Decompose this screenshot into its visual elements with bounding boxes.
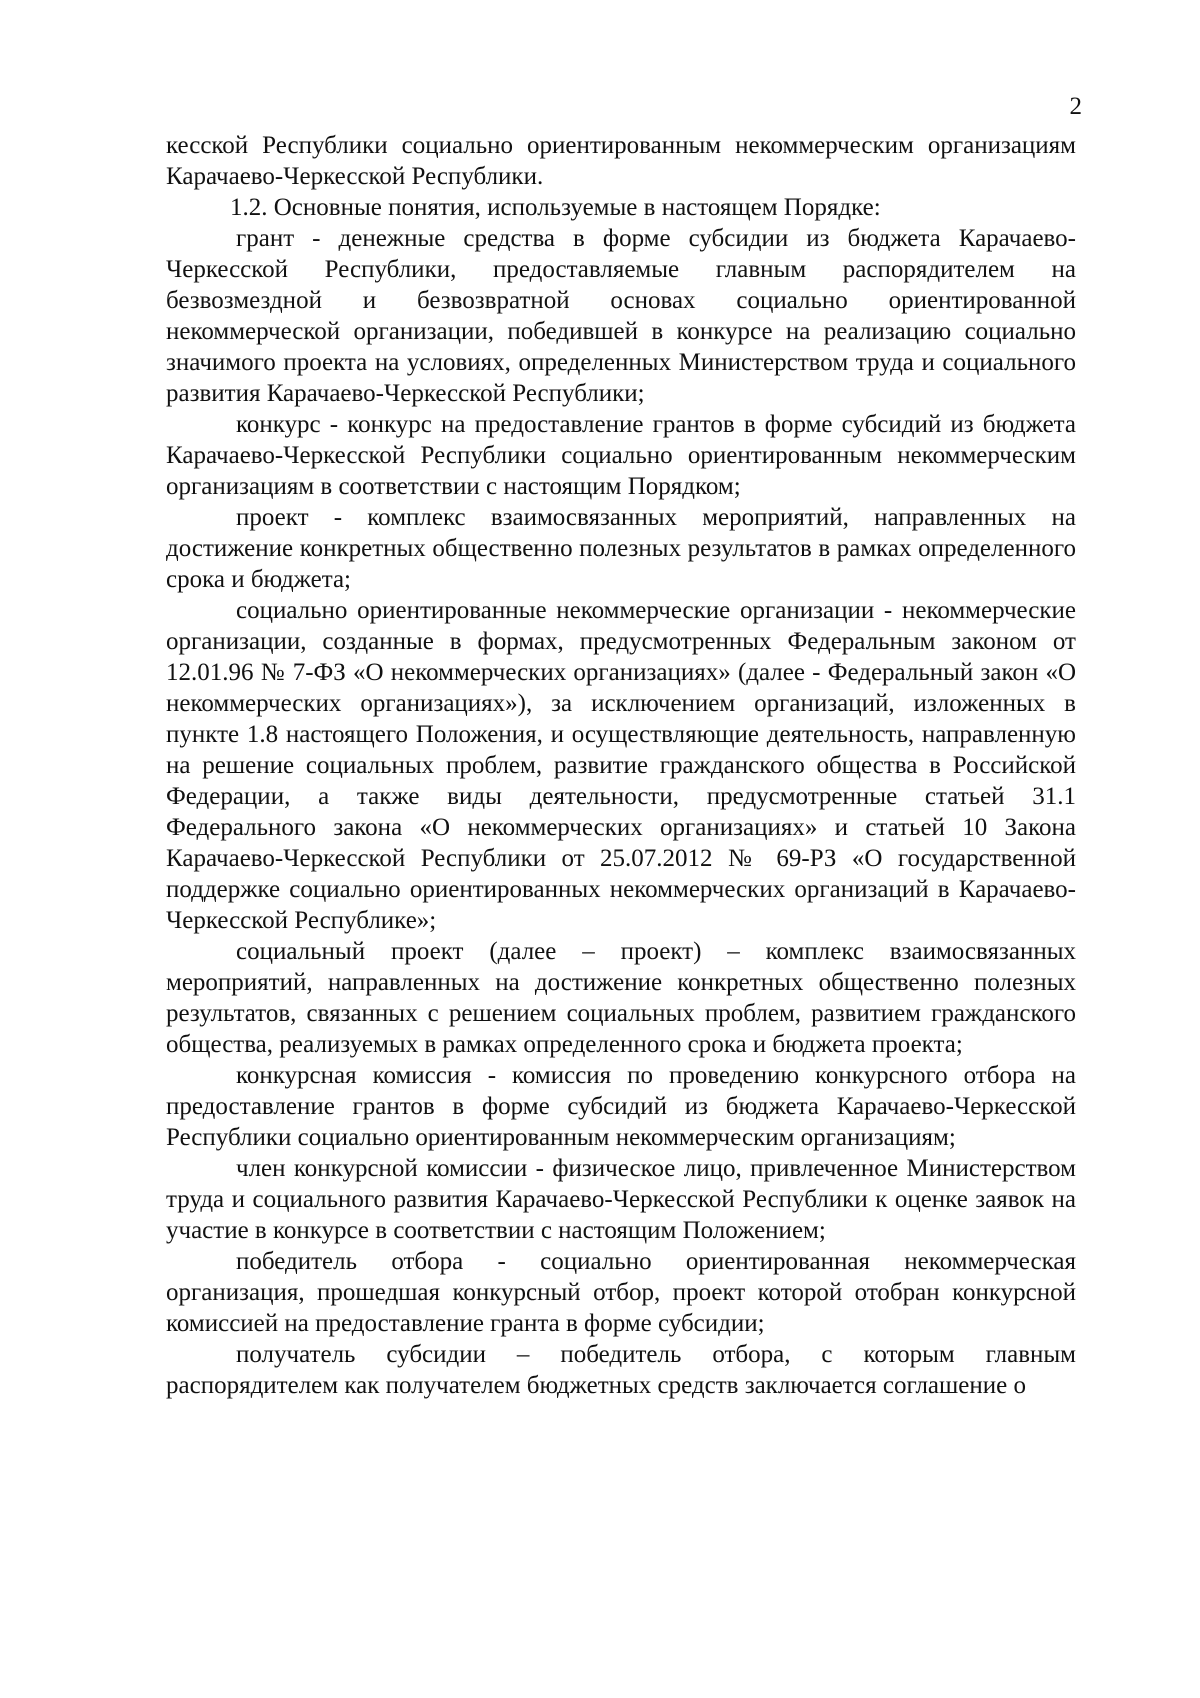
paragraph-definition-grant: грант - денежные средства в форме субсидии из бюджета Карачаево-Черкесской Республики, предоставляемые главным распорядителем на безвозмездной и безвозвратной основах социально ориентированной некоммерческой организации, победившей в конкурсе на реализацию социально значимого проекта на условиях, определенных Министерством труда и социального развития Карачаево-Черкесской Республики; [166,225,1076,407]
paragraph-definition-commission-member: член конкурсной комиссии - физическое лицо, привлеченное Министерством труда и социального развития Карачаево-Черкесской Республики к оценке заявок на участие в конкурсе в соответствии с настоящим Положением; [166,1155,1076,1244]
paragraph-definition-sonko: социально ориентированные некоммерческие организации - некоммерческие организации, созданные в формах, предусмотренных Федеральным законом от 12.01.96 № 7-ФЗ «О некоммерческих организациях» (далее - Федеральный закон «О некоммерческих организациях»), за исключением организаций, изложенных в пункте 1.8 настоящего Положения, и осуществляющие деятельность, направленную на решение социальных проблем, развитие гражданского общества в Российской Федерации, а также виды деятельности, предусмотренные статьей 31.1 Федерального закона «О некоммерческих организациях» и статьей 10 Закона Карачаево-Черкесской Республики от 25.07.2012 № 69-РЗ «О государственной поддержке социально ориентированных некоммерческих организаций в Карачаево-Черкесской Республике»; [166,597,1076,934]
page-number: 2 [1069,93,1082,120]
paragraph-section-heading: 1.2. Основные понятия, используемые в настоящем Порядке: [230,194,881,221]
paragraph-definition-social-project: социальный проект (далее – проект) – комплекс взаимосвязанных мероприятий, направленных на достижение конкретных общественно полезных результатов, связанных с решением социальных проблем, развитием гражданского общества, реализуемых в рамках определенного срока и бюджета проекта; [166,938,1076,1058]
paragraph-continuation: кесской Республики социально ориентированным некоммерческим организациям Карачаево-Черкесской Республики. [166,132,1076,190]
paragraph-definition-commission: конкурсная комиссия - комиссия по проведению конкурсного отбора на предоставление грантов в форме субсидий из бюджета Карачаево-Черкесской Республики социально ориентированным некоммерческим организациям; [166,1062,1076,1151]
paragraph-definition-recipient: получатель субсидии – победитель отбора, с которым главным распорядителем как получателем бюджетных средств заключается соглашение о [166,1341,1076,1399]
document-body [166,130,1076,1401]
paragraph-definition-project: проект - комплекс взаимосвязанных мероприятий, направленных на достижение конкретных общественно полезных результатов в рамках определенного срока и бюджета; [166,504,1076,593]
paragraph-definition-winner: победитель отбора - социально ориентированная некоммерческая организация, прошедшая конкурсный отбор, проект которой отобран конкурсной комиссией на предоставление гранта в форме субсидии; [166,1248,1076,1337]
paragraph-definition-contest: конкурс - конкурс на предоставление грантов в форме субсидий из бюджета Карачаево-Черкесской Республики социально ориентированным некоммерческим организациям в соответствии с настоящим Порядком; [166,411,1076,500]
